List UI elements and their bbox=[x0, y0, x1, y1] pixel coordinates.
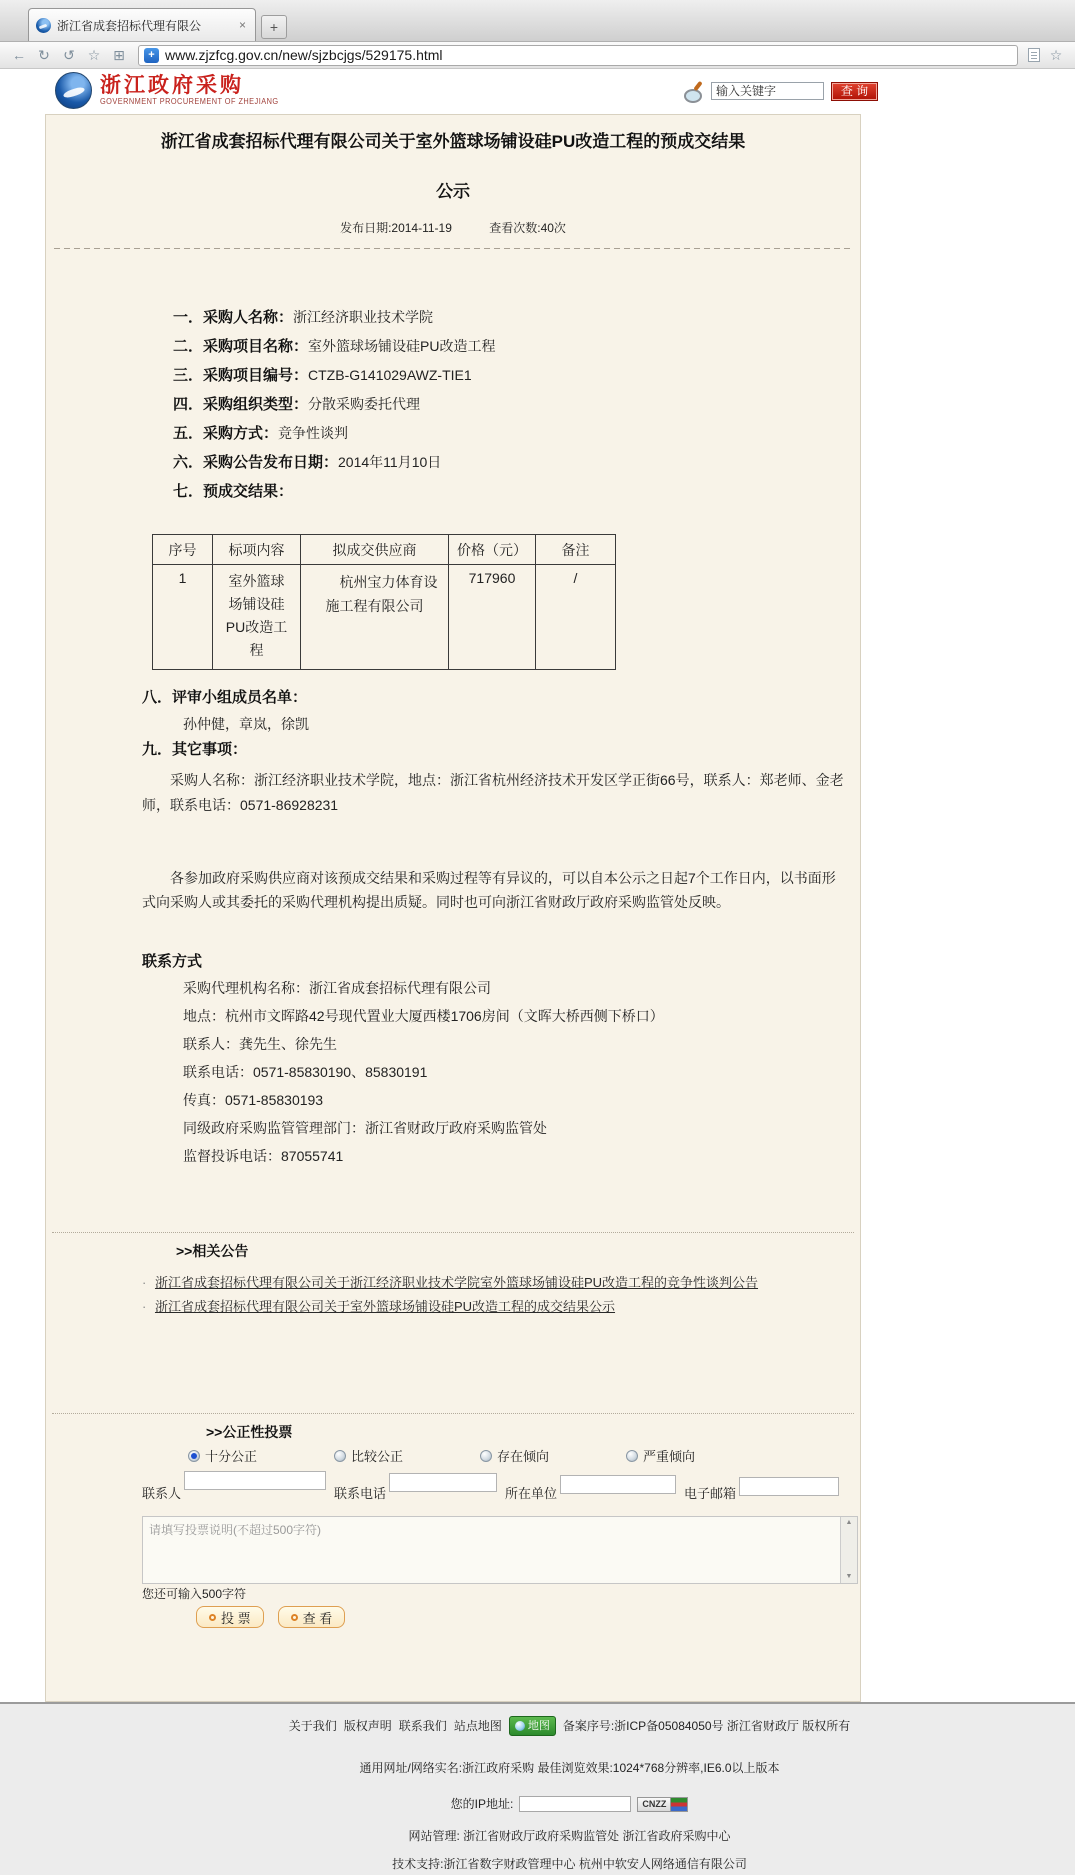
announcement-meta bbox=[46, 219, 860, 236]
info-item-org-type: 四．采购组织类型：分散采购委托代理 bbox=[173, 396, 421, 413]
tab-title: 浙江省成套招标代理有限公 bbox=[57, 18, 202, 33]
contact-title: 联系方式 bbox=[142, 953, 203, 970]
email-label: 电子邮箱 bbox=[684, 1486, 737, 1501]
organization-input[interactable] bbox=[560, 1475, 676, 1494]
scroll-down-icon[interactable]: ▼ bbox=[845, 1573, 853, 1580]
info-item-notice-date: 六．采购公告发布日期：2014年11月10日 bbox=[173, 454, 442, 471]
footer-links-row bbox=[0, 1716, 1075, 1736]
url-bar[interactable] bbox=[138, 45, 1018, 66]
section8-label: 八．评审小组成员名单： bbox=[142, 689, 308, 706]
tab-close-icon[interactable]: × bbox=[238, 18, 246, 32]
vote-option-very-fair[interactable]: 十分公正 bbox=[188, 1446, 334, 1465]
apps-grid-icon[interactable]: ⊞ bbox=[113, 47, 125, 63]
radio-icon[interactable] bbox=[334, 1450, 346, 1462]
favorites-star-icon[interactable]: ☆ bbox=[87, 47, 101, 63]
back-icon[interactable]: ← bbox=[12, 47, 26, 63]
footer-management-text: 网站管理: 浙江省财政厅政府采购监管处 浙江省政府采购中心 bbox=[408, 1829, 731, 1843]
table-cell-no: 1 bbox=[153, 565, 213, 670]
footer-link-copyright[interactable]: 版权声明 bbox=[343, 1719, 392, 1733]
table-header-cell: 价格（元） bbox=[449, 535, 536, 565]
announcement-panel bbox=[45, 114, 861, 1702]
ip-address-label: 您的IP地址: bbox=[450, 1797, 514, 1811]
logo-globe-icon bbox=[55, 72, 92, 109]
footer-ip-row bbox=[0, 1796, 1075, 1812]
vote-option-fair[interactable]: 比较公正 bbox=[334, 1446, 480, 1465]
vote-comment-textarea[interactable] bbox=[142, 1516, 858, 1584]
ip-address-input[interactable] bbox=[519, 1796, 631, 1812]
contact-name-label: 联系人 bbox=[142, 1486, 182, 1501]
info-item-project-name: 二．采购项目名称：室外篮球场铺设硅PU改造工程 bbox=[173, 338, 496, 355]
section9-text: 采购人名称：浙江经济职业技术学院，地点：浙江省杭州经济技术开发区学正街66号，联系人：郑老师、金老师，联系电话：0571-86928231 bbox=[142, 772, 844, 813]
table-cell-item: 室外篮球场铺设硅PU改造工程 bbox=[213, 565, 301, 670]
table-cell-remark: / bbox=[536, 565, 616, 670]
reader-mode-icon[interactable] bbox=[1028, 48, 1040, 62]
logo-title: 浙江政府采购 bbox=[100, 74, 244, 97]
contact-person: 联系人：龚先生、徐先生 bbox=[183, 1036, 337, 1052]
icp-record-text: 备案序号:浙ICP备05084050号 浙江省财政厅 版权所有 bbox=[562, 1719, 851, 1733]
contact-complaint-phone: 监督投诉电话：87055741 bbox=[183, 1148, 344, 1164]
characters-remaining-text: 您还可输入500字符 bbox=[142, 1587, 247, 1601]
contact-name-input[interactable] bbox=[184, 1471, 326, 1490]
vote-options bbox=[188, 1446, 860, 1465]
browser-toolbar bbox=[0, 42, 1075, 69]
textarea-scrollbar[interactable] bbox=[840, 1517, 857, 1583]
related-link-row bbox=[142, 1297, 846, 1317]
table-cell-price: 717960 bbox=[449, 565, 536, 670]
contact-phone: 联系电话：0571-85830190、85830191 bbox=[183, 1064, 428, 1080]
search-input[interactable] bbox=[711, 82, 824, 100]
contact-regulator: 同级政府采购监管管理部门：浙江省财政厅政府采购监管处 bbox=[183, 1120, 547, 1136]
browser-tab[interactable] bbox=[28, 8, 256, 41]
table-header-cell: 拟成交供应商 bbox=[301, 535, 449, 565]
info-items bbox=[173, 303, 860, 506]
email-input[interactable] bbox=[739, 1477, 839, 1496]
contact-agency: 采购代理机构名称：浙江省成套招标代理有限公司 bbox=[183, 980, 491, 996]
contact-address: 地点：杭州市文晖路42号现代置业大厦西楼1706房间（文晖大桥西侧下桥口） bbox=[183, 1008, 664, 1024]
vote-buttons bbox=[196, 1606, 860, 1628]
header-search bbox=[682, 80, 878, 102]
radio-selected-icon[interactable] bbox=[188, 1450, 200, 1462]
footer-link-sitemap[interactable]: 站点地图 bbox=[453, 1719, 502, 1733]
button-dot-icon bbox=[209, 1614, 216, 1621]
site-favicon-icon bbox=[36, 18, 51, 33]
dotted-separator bbox=[52, 1232, 854, 1233]
new-tab-button[interactable]: + bbox=[261, 15, 287, 39]
info-item-result: 七．预成交结果： bbox=[173, 483, 294, 500]
site-header bbox=[0, 69, 1075, 114]
related-announcements-title: >>相关公告 bbox=[176, 1243, 249, 1259]
table-header-cell: 标项内容 bbox=[213, 535, 301, 565]
cnzz-stripes-icon bbox=[671, 1797, 688, 1812]
vote-option-biased[interactable]: 存在倾向 bbox=[480, 1446, 626, 1465]
vote-fields bbox=[142, 1471, 858, 1514]
site-shield-icon: + bbox=[144, 48, 159, 63]
site-footer bbox=[0, 1702, 1075, 1875]
page-body bbox=[0, 114, 1075, 1702]
dotted-separator bbox=[52, 1413, 854, 1414]
section9-label: 九．其它事项： bbox=[142, 741, 248, 758]
radio-icon[interactable] bbox=[626, 1450, 638, 1462]
announcement-title-line1: 浙江省成套招标代理有限公司关于室外篮球场铺设硅PU改造工程的预成交结果 bbox=[160, 132, 746, 151]
info-item-buyer: 一．采购人名称：浙江经济职业技术学院 bbox=[173, 309, 434, 326]
related-link-row bbox=[142, 1273, 846, 1293]
cnzz-counter-badge[interactable]: CNZZ bbox=[637, 1797, 688, 1812]
refresh-icon[interactable]: ↻ bbox=[38, 47, 50, 63]
footer-tech-support-text: 技术支持:浙江省数字财政管理中心 杭州中软安人网络通信有限公司 bbox=[392, 1857, 747, 1871]
dashed-separator bbox=[54, 248, 852, 249]
fairness-vote-title: >>公正性投票 bbox=[206, 1424, 293, 1440]
table-header-cell: 备注 bbox=[536, 535, 616, 565]
table-cell-supplier: 杭州宝力体育设施工程有限公司 bbox=[301, 565, 449, 670]
site-logo[interactable] bbox=[55, 72, 294, 109]
related-link[interactable]: 浙江省成套招标代理有限公司关于室外篮球场铺设硅PU改造工程的成交结果公示 bbox=[154, 1299, 616, 1314]
view-count: 查看次数:40次 bbox=[489, 221, 566, 235]
url-text: www.zjzfcg.gov.cn/new/sjzbcjgs/529175.html bbox=[165, 47, 443, 63]
vote-view-button[interactable]: 查 看 bbox=[278, 1606, 346, 1628]
related-link[interactable]: 浙江省成套招标代理有限公司关于浙江经济职业技术学院室外篮球场铺设硅PU改造工程的竞争性谈判公告 bbox=[154, 1275, 759, 1290]
search-button[interactable]: 查 询 bbox=[831, 82, 878, 101]
footer-link-about[interactable]: 关于我们 bbox=[288, 1719, 337, 1733]
footer-browse-info: 通用网址/网络实名:浙江政府采购 最佳浏览效果:1024*768分辨率,IE6.0以上版本 bbox=[359, 1761, 780, 1775]
scroll-up-icon[interactable]: ▲ bbox=[845, 1519, 853, 1526]
contact-phone-input[interactable] bbox=[389, 1473, 497, 1492]
contact-fax: 传真：0571-85830193 bbox=[183, 1092, 324, 1108]
result-table bbox=[152, 534, 616, 670]
history-icon[interactable]: ↺ bbox=[63, 47, 75, 63]
button-dot-icon bbox=[291, 1614, 298, 1621]
map-badge[interactable]: 地图 bbox=[509, 1716, 556, 1736]
logo-subtitle: GOVERNMENT PROCUREMENT OF ZHEJIANG bbox=[100, 97, 279, 106]
organization-label: 所在单位 bbox=[505, 1486, 558, 1501]
footer-link-contact[interactable]: 联系我们 bbox=[398, 1719, 447, 1733]
tab-bar bbox=[0, 0, 1075, 42]
info-item-project-no: 三．采购项目编号：CTZB-G141029AWZ-TIE1 bbox=[173, 367, 472, 384]
radio-icon[interactable] bbox=[480, 1450, 492, 1462]
table-header-cell: 序号 bbox=[153, 535, 213, 565]
bookmark-star-icon[interactable]: ☆ bbox=[1049, 47, 1063, 63]
table-row bbox=[153, 565, 616, 670]
table-header-row bbox=[153, 535, 616, 565]
contact-phone-label: 联系电话 bbox=[334, 1486, 387, 1501]
vote-option-severely-biased[interactable]: 严重倾向 bbox=[626, 1446, 772, 1465]
review-panel-members: 孙仲健，章岚，徐凯 bbox=[183, 716, 309, 732]
objection-notice: 各参加政府采购供应商对该预成交结果和采购过程等有异议的，可以自本公示之日起7个工作日内，以书面形式向采购人或其委托的采购代理机构提出质疑。同时也可向浙江省财政厅政府采购监管处反映。 bbox=[142, 870, 836, 910]
textarea-placeholder: 请填写投票说明(不超过500字符) bbox=[149, 1523, 322, 1537]
vote-submit-button[interactable]: 投 票 bbox=[196, 1606, 264, 1628]
globe-icon bbox=[515, 1721, 525, 1731]
search-icon bbox=[682, 80, 704, 102]
publish-date: 发布日期:2014-11-19 bbox=[340, 221, 452, 235]
info-item-method: 五．采购方式：竞争性谈判 bbox=[173, 425, 349, 442]
announcement-title-line2: 公示 bbox=[436, 182, 470, 201]
